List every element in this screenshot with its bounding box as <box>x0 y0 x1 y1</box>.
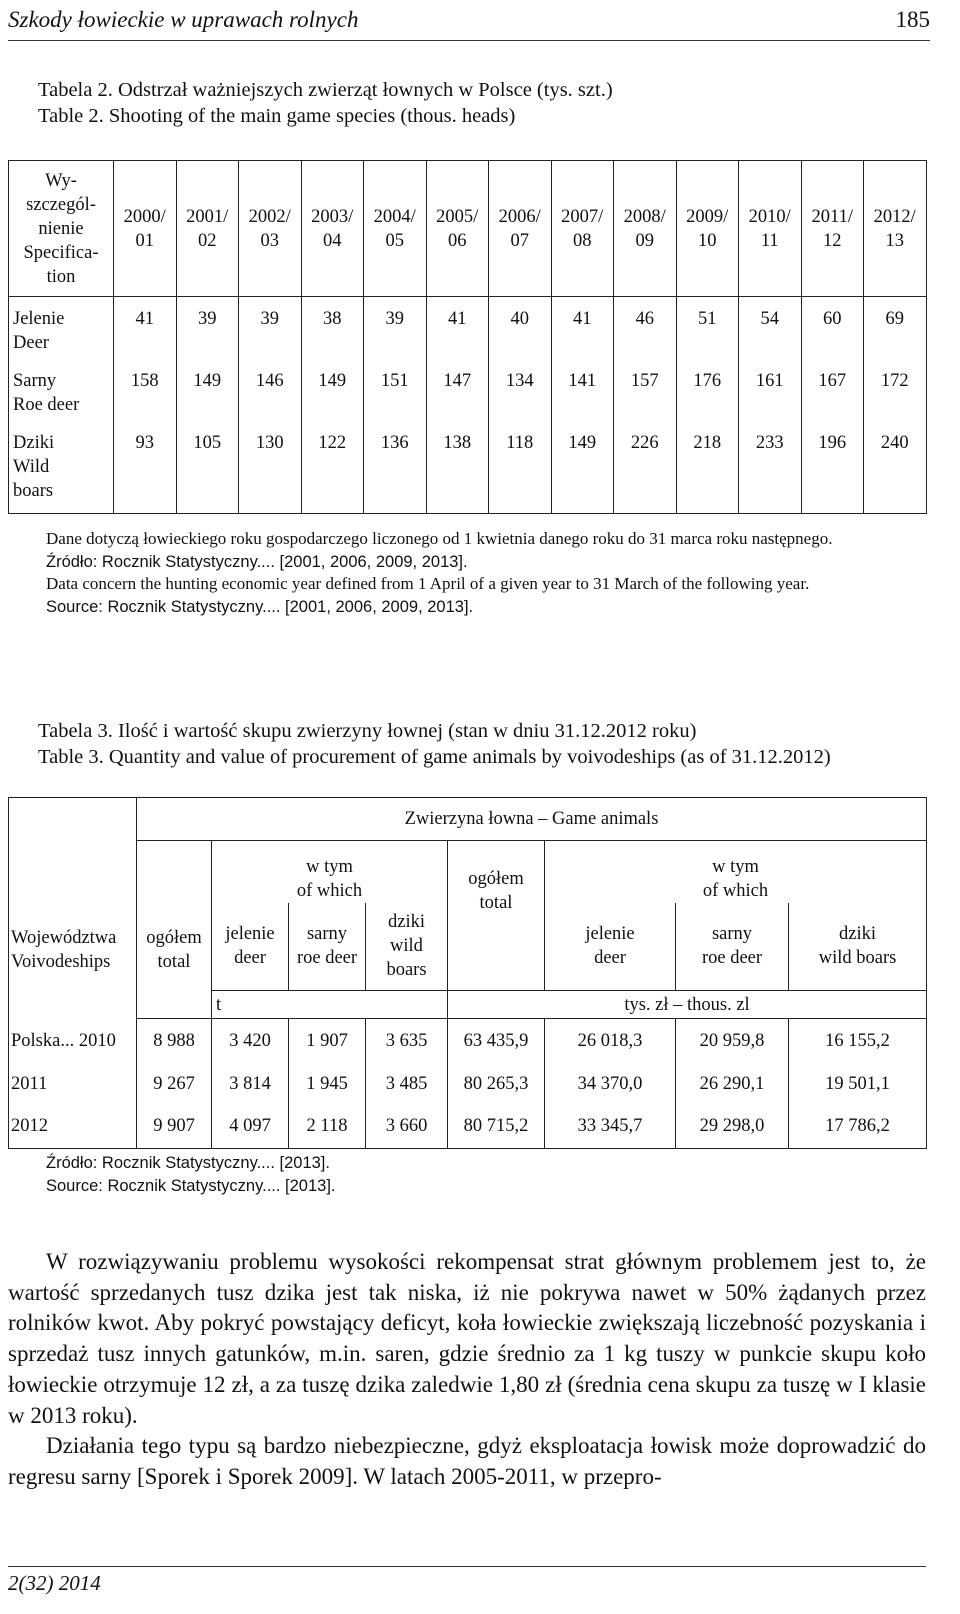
table-cell: 60 <box>801 297 864 362</box>
table3-deer-value-header: jelenie deer <box>545 903 676 991</box>
running-head <box>8 0 930 41</box>
table3-unit-t: t <box>212 991 448 1019</box>
table-cell: 172 <box>864 362 927 424</box>
table-cell: 39 <box>176 297 239 362</box>
table-cell: 3 635 <box>366 1019 448 1064</box>
year-header: 2001/ 02 <box>176 161 239 297</box>
table-cell: 176 <box>676 362 739 424</box>
table-cell: 26 290,1 <box>676 1064 789 1104</box>
year-header: 2006/ 07 <box>489 161 552 297</box>
table-cell: 33 345,7 <box>545 1104 676 1149</box>
table3-deer-t-header: jelenie deer <box>212 903 289 991</box>
year-header: 2011/ 12 <box>801 161 864 297</box>
table2-source-en: Source: Rocznik Statystyczny.... [2001, 2006, 2009, 2013]. <box>46 597 474 616</box>
table-row <box>9 362 927 424</box>
table-cell: 196 <box>801 424 864 514</box>
table-cell: 161 <box>739 362 802 424</box>
footer <box>8 1566 926 1596</box>
row-label: Dziki Wild boars <box>9 424 114 514</box>
table-row <box>9 424 927 514</box>
table2-caption-en: Table 2. Shooting of the main game species (thous. heads) <box>38 105 516 127</box>
row-label: 2011 <box>9 1064 137 1104</box>
table-cell: 40 <box>489 297 552 362</box>
table2-caption-pl: Tabela 2. Odstrzał ważniejszych zwierząt łownych w Polsce (tys. szt.) <box>38 79 613 101</box>
table-cell: 1 945 <box>289 1064 366 1104</box>
table-cell: 105 <box>176 424 239 514</box>
table-cell: 226 <box>614 424 677 514</box>
body-paragraph-1: W rozwiązywaniu problemu wysokości rekompensat strat głównym problemem jest to, że wartość sprzedanych tusz dzika jest tak niska, iż nie pokrywa nawet w 50% żądanych przez rolników kwot. Aby pokryć powstający deficyt, koła łowieckie zwiększają liczebność pozyskania i sprzedaż tusz innych gatunków, m.in. saren, gdzie średnio za 1 kg tuszy w punkcie skupu koło łowieckie otrzymuje 12 zł, a za tuszę dzika zaledwie 1,80 zł (średnia cena skupu za tuszę w I klasie w 2013 roku). <box>8 1249 926 1428</box>
table-cell: 3 814 <box>212 1064 289 1104</box>
row-label: Jelenie Deer <box>9 297 114 362</box>
year-header: 2008/ 09 <box>614 161 677 297</box>
table3-sources <box>8 1152 926 1197</box>
table-cell: 20 959,8 <box>676 1019 789 1064</box>
body-text <box>8 1247 926 1493</box>
table-cell: 141 <box>551 362 614 424</box>
table3-source-pl: Źródło: Rocznik Statystyczny.... [2013]. <box>46 1154 330 1172</box>
table-cell: 8 988 <box>137 1019 212 1064</box>
table2-notes <box>8 528 926 618</box>
year-header: 2004/ 05 <box>364 161 427 297</box>
year-header: 2000/ 01 <box>114 161 177 297</box>
row-label: 2012 <box>9 1104 137 1149</box>
table-cell: 218 <box>676 424 739 514</box>
table-cell: 122 <box>301 424 364 514</box>
table-cell: 167 <box>801 362 864 424</box>
table-cell: 34 370,0 <box>545 1064 676 1104</box>
table3-caption-en: Table 3. Quantity and value of procurement of game animals by voivodeships (as of 31.12.2012) <box>38 746 831 768</box>
row-label: Sarny Roe deer <box>9 362 114 424</box>
table-cell: 38 <box>301 297 364 362</box>
table3-source-en: Source: Rocznik Statystyczny.... [2013]. <box>46 1176 336 1195</box>
year-header: 2012/ 13 <box>864 161 927 297</box>
table-cell: 157 <box>614 362 677 424</box>
table-cell: 26 018,3 <box>545 1019 676 1064</box>
table-cell: 29 298,0 <box>676 1104 789 1149</box>
table-cell: 2 118 <box>289 1104 366 1149</box>
table-cell: 9 267 <box>137 1064 212 1104</box>
row-label: Polska... 2010 <box>9 1019 137 1064</box>
table-cell: 151 <box>364 362 427 424</box>
table-cell: 17 786,2 <box>789 1104 927 1149</box>
year-header: 2010/ 11 <box>739 161 802 297</box>
table2-header-row <box>9 161 927 297</box>
table2-source-pl: Źródło: Rocznik Statystyczny.... [2001, 2006, 2009, 2013]. <box>46 552 468 571</box>
table-cell: 149 <box>301 362 364 424</box>
table-cell: 240 <box>864 424 927 514</box>
table3-of-which-value-header: w tym of which <box>545 841 927 903</box>
table-cell: 19 501,1 <box>789 1064 927 1104</box>
table-cell: 138 <box>426 424 489 514</box>
table-cell: 63 435,9 <box>448 1019 545 1064</box>
year-header: 2003/ 04 <box>301 161 364 297</box>
table-cell: 149 <box>551 424 614 514</box>
table-cell: 9 907 <box>137 1104 212 1149</box>
table3-roe-t-header: sarny roe deer <box>289 903 366 991</box>
table-cell: 41 <box>426 297 489 362</box>
table-cell: 93 <box>114 424 177 514</box>
table-cell: 1 907 <box>289 1019 366 1064</box>
table2-note-en: Data concern the hunting economic year defined from 1 April of a given year to 31 March of the following year. <box>46 574 810 593</box>
table3-group-header: Zwierzyna łowna – Game animals <box>137 798 927 841</box>
table-cell: 16 155,2 <box>789 1019 927 1064</box>
table-cell: 54 <box>739 297 802 362</box>
table-cell: 3 660 <box>366 1104 448 1149</box>
table2-note-pl: Dane dotyczą łowieckiego roku gospodarczego liczonego od 1 kwietnia danego roku do 31 marca roku następnego. <box>46 529 833 548</box>
table-row <box>9 1104 927 1149</box>
table-cell: 51 <box>676 297 739 362</box>
table3 <box>8 797 927 1149</box>
table-cell: 158 <box>114 362 177 424</box>
table-cell: 46 <box>614 297 677 362</box>
table-cell: 69 <box>864 297 927 362</box>
table-cell: 233 <box>739 424 802 514</box>
table-cell: 41 <box>551 297 614 362</box>
table3-boar-t-header: dziki wild boars <box>366 903 448 991</box>
year-header: 2005/ 06 <box>426 161 489 297</box>
year-header: 2009/ 10 <box>676 161 739 297</box>
table-row <box>9 1064 927 1104</box>
table-row <box>9 1019 927 1064</box>
table-cell: 3 420 <box>212 1019 289 1064</box>
page-number: 185 <box>895 7 930 32</box>
table2 <box>8 160 927 514</box>
body-paragraph-2: Działania tego typu są bardzo niebezpieczne, gdyż eksploatacja łowisk może doprowadzić do regresu sarny [Sporek i Sporek 2009]. W latach 2005-2011, w przepro- <box>8 1433 926 1489</box>
table-cell: 146 <box>239 362 302 424</box>
table-cell: 118 <box>489 424 552 514</box>
table-cell: 80 715,2 <box>448 1104 545 1149</box>
table3-voivodeship-header: Województwa Voivodeships <box>9 841 137 1019</box>
table-cell: 149 <box>176 362 239 424</box>
table-cell: 39 <box>239 297 302 362</box>
table3-total-t-header: ogółem total <box>137 841 212 1019</box>
table-cell: 147 <box>426 362 489 424</box>
table3-caption-pl: Tabela 3. Ilość i wartość skupu zwierzyny łownej (stan w dniu 31.12.2012 roku) <box>38 720 697 742</box>
table-row <box>9 297 927 362</box>
table3-boar-value-header: dziki wild boars <box>789 903 927 991</box>
table2-spec-header: Wy- szczegól- nienie Specifica- tion <box>9 161 114 297</box>
table-cell: 3 485 <box>366 1064 448 1104</box>
table-cell: 4 097 <box>212 1104 289 1149</box>
table-cell: 41 <box>114 297 177 362</box>
year-header: 2002/ 03 <box>239 161 302 297</box>
table-cell: 134 <box>489 362 552 424</box>
table-cell: 130 <box>239 424 302 514</box>
table3-unit-value: tys. zł – thous. zl <box>448 991 927 1019</box>
table-cell: 80 265,3 <box>448 1064 545 1104</box>
table-cell: 39 <box>364 297 427 362</box>
table3-roe-value-header: sarny roe deer <box>676 903 789 991</box>
table3-total-value-header: ogółem total <box>448 841 545 991</box>
table-cell: 136 <box>364 424 427 514</box>
table3-of-which-t-header: w tym of which <box>212 841 448 903</box>
issue-number: 2(32) 2014 <box>8 1571 101 1595</box>
running-head-title: Szkody łowieckie w uprawach rolnych <box>8 7 359 32</box>
year-header: 2007/ 08 <box>551 161 614 297</box>
